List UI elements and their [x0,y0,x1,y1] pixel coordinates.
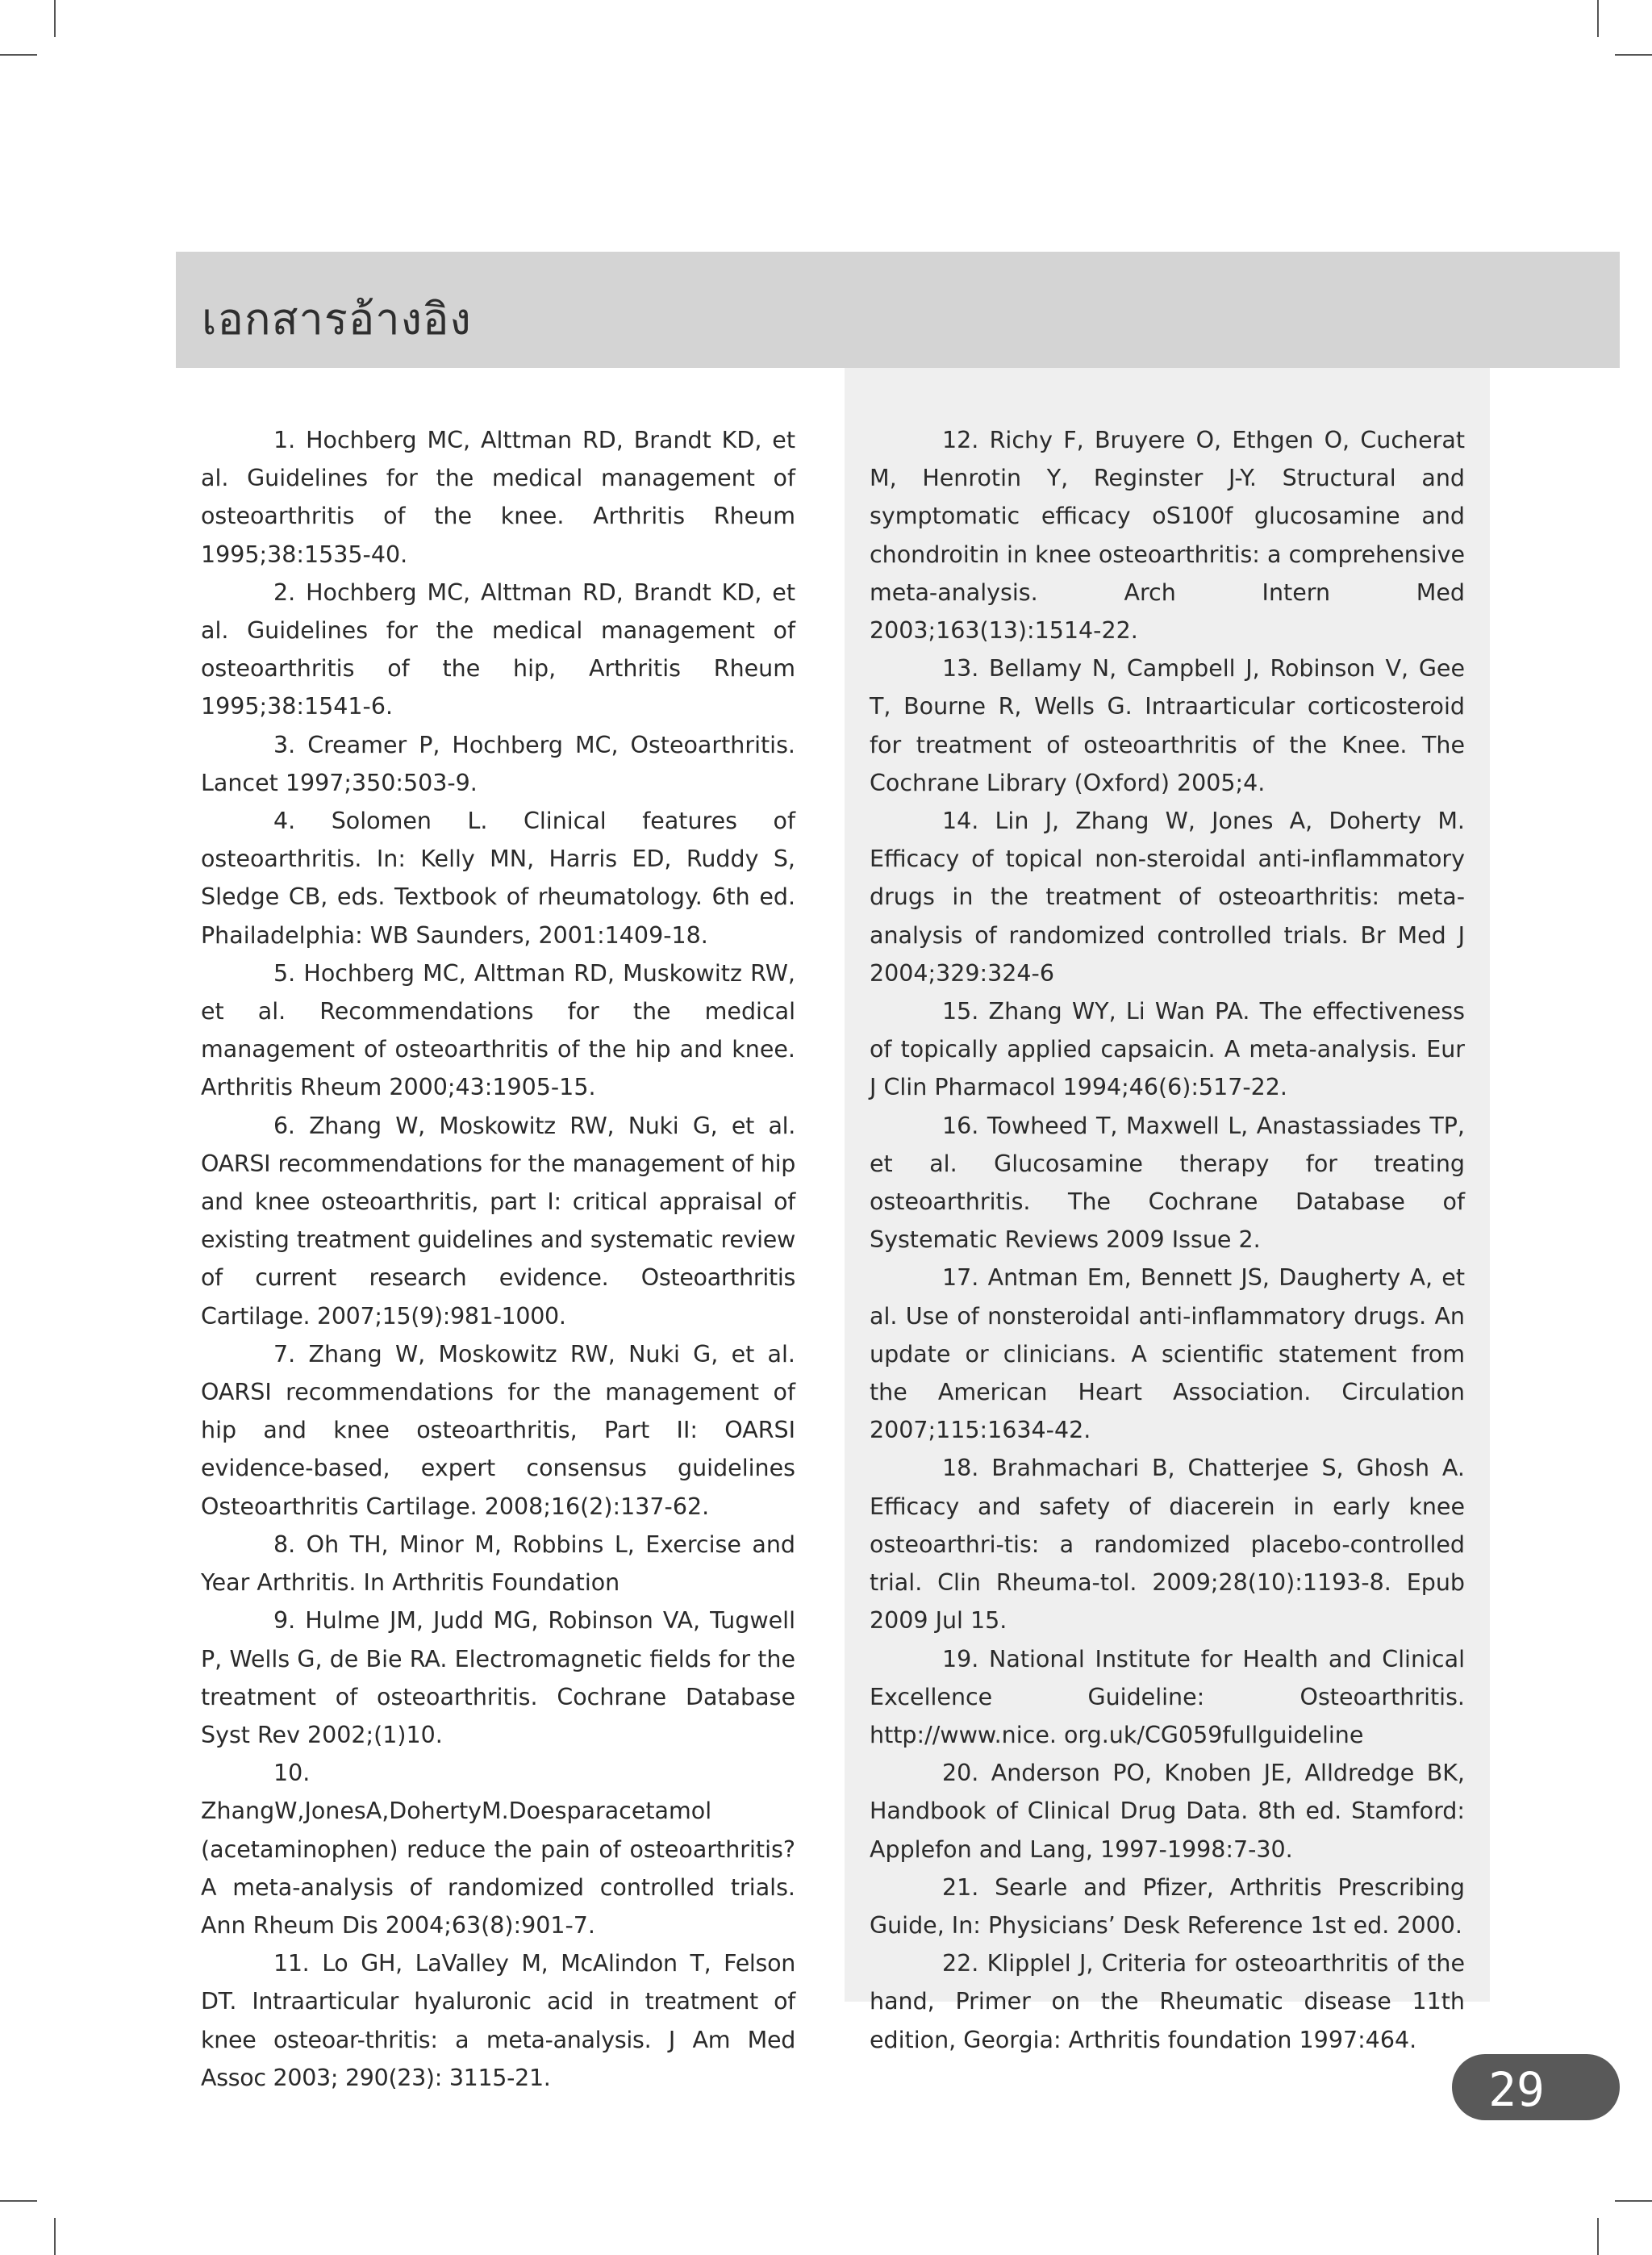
reference-item: 6. Zhang W, Moskowitz RW, Nuki G, et al. OARSI recommendations for the management of hip and knee osteoarthritis, part I: critical appraisal of existing treatment guidelines and systematic review of current research evidence. Osteoarthritis Cartilage. 2007;15(9):981-1000. [201,1112,795,1330]
page-number-badge [1452,2054,1620,2120]
reference-item: 16. Towheed T, Maxwell L, Anastassiades TP, et al. Glucosamine therapy for treating osteoarthritis. The Cochrane Database of Systematic Reviews 2009 Issue 2. [870,1112,1465,1254]
crop-mark [54,2218,56,2255]
reference-item: 21. Searle and Pfizer, Arthritis Prescribing Guide, In: Physicians’ Desk Reference 1st ed. 2000. [870,1873,1465,1939]
reference-item: 5. Hochberg MC, Alttman RD, Muskowitz RW, et al. Recommendations for the medical management of osteoarthritis of the hip and knee. Arthritis Rheum 2000;43:1905-15. [201,959,795,1101]
crop-mark [0,2200,37,2202]
crop-mark [1597,2218,1599,2255]
reference-item: 4. Solomen L. Clinical features of osteoarthritis. In: Kelly MN, Harris ED, Ruddy S, Sledge CB, eds. Textbook of rheumatology. 6th ed. Phailadelphia: WB Saunders, 2001:1409-18. [201,808,795,949]
crop-mark [54,0,56,37]
reference-item: 14. Lin J, Zhang W, Jones A, Doherty M. Efficacy of topical non-steroidal anti-inflammatory drugs in the treatment of osteoarthritis: meta-analysis of randomized controlled trials. Br Med J 2004;329:324-6 [870,808,1465,987]
references-right-column [870,421,1465,2059]
reference-item: 3. Creamer P, Hochberg MC, Osteoarthritis. Lancet 1997;350:503-9. [201,731,795,796]
reference-item: 15. Zhang WY, Li Wan PA. The effectiveness of topically applied capsaicin. A meta-analysis. Eur J Clin Pharmacol 1994;46(6):517-22. [870,998,1465,1101]
reference-item: 17. Antman Em, Bennett JS, Daugherty A, et al. Use of nonsteroidal anti-inflammatory drugs. An update or clinicians. A scientific statement from the American Heart Association. Circulation 2007;115:1634-42. [870,1264,1465,1444]
page-title: เอกสารอ้างอิง [202,294,472,345]
reference-item: 9. Hulme JM, Judd MG, Robinson VA, Tugwell P, Wells G, de Bie RA. Electromagnetic fields for the treatment of osteoarthritis. Cochrane Database Syst Rev 2002;(1)10. [201,1607,795,1748]
references-left-column [201,421,795,2097]
crop-mark [1615,54,1652,56]
reference-item: 1. Hochberg MC, Alttman RD, Brandt KD, et al. Guidelines for the medical management of osteoarthritis of the knee. Arthritis Rheum 1995;38:1535-40. [201,427,795,568]
crop-mark [1597,0,1599,37]
reference-item: 10. ZhangW,JonesA,DohertyM.Doesparacetamol (acetaminophen) reduce the pain of osteoarthritis? A meta-analysis of randomized controlled trials. Ann Rheum Dis 2004;63(8):901-7. [201,1760,795,1939]
reference-item: 2. Hochberg MC, Alttman RD, Brandt KD, et al. Guidelines for the medical management of osteoarthritis of the hip, Arthritis Rheum 1995;38:1541-6. [201,578,795,720]
page-number: 29 [1488,2062,1545,2117]
reference-item: 20. Anderson PO, Knoben JE, Alldredge BK, Handbook of Clinical Drug Data. 8th ed. Stamford: Applefon and Lang, 1997-1998:7-30. [870,1760,1465,1863]
header-band [176,252,1620,368]
crop-mark [0,54,37,56]
reference-item: 8. Oh TH, Minor M, Robbins L, Exercise and Year Arthritis. In Arthritis Foundation [201,1530,795,1597]
reference-item: 12. Richy F, Bruyere O, Ethgen O, Cucherat M, Henrotin Y, Reginster J-Y. Structural and symptomatic efficacy oS100f glucosamine and chondroitin in knee osteoarthritis: a comprehensive meta-analysis. Arch Intern Med 2003;163(13):1514-22. [870,427,1465,645]
reference-item: 7. Zhang W, Moskowitz RW, Nuki G, et al. OARSI recommendations for the management of hip and knee osteoarthritis, Part II: OARSI evidence-based, expert consensus guidelines Osteoarthritis Cartilage. 2008;16(2):137-62. [201,1340,795,1520]
reference-item: 19. National Institute for Health and Clinical Excellence Guideline: Osteoarthritis. http://www.nice. org.uk/CG059fullguideline [870,1645,1465,1748]
reference-item: 18. Brahmachari B, Chatterjee S, Ghosh A. Efficacy and safety of diacerein in early knee osteoarthri-tis: a randomized placebo-controlled trial. Clin Rheuma-tol. 2009;28(10):1193-8. Epub 2009 Jul 15. [870,1455,1465,1635]
reference-item: 22. Klipplel J, Criteria for osteoarthritis of the hand, Primer on the Rheumatic disease 11th edition, Georgia: Arthritis foundation 1997:464. [870,1950,1465,2053]
reference-item: 11. Lo GH, LaValley M, McAlindon T, Felson DT. Intraarticular hyaluronic acid in treatment of knee osteoar-thritis: a meta-analysis. J Am Med Assoc 2003; 290(23): 3115-21. [201,1950,795,2091]
crop-mark [1615,2200,1652,2202]
reference-item: 13. Bellamy N, Campbell J, Robinson V, Gee T, Bourne R, Wells G. Intraarticular corticosteroid for treatment of osteoarthritis of the Knee. The Cochrane Library (Oxford) 2005;4. [870,655,1465,796]
